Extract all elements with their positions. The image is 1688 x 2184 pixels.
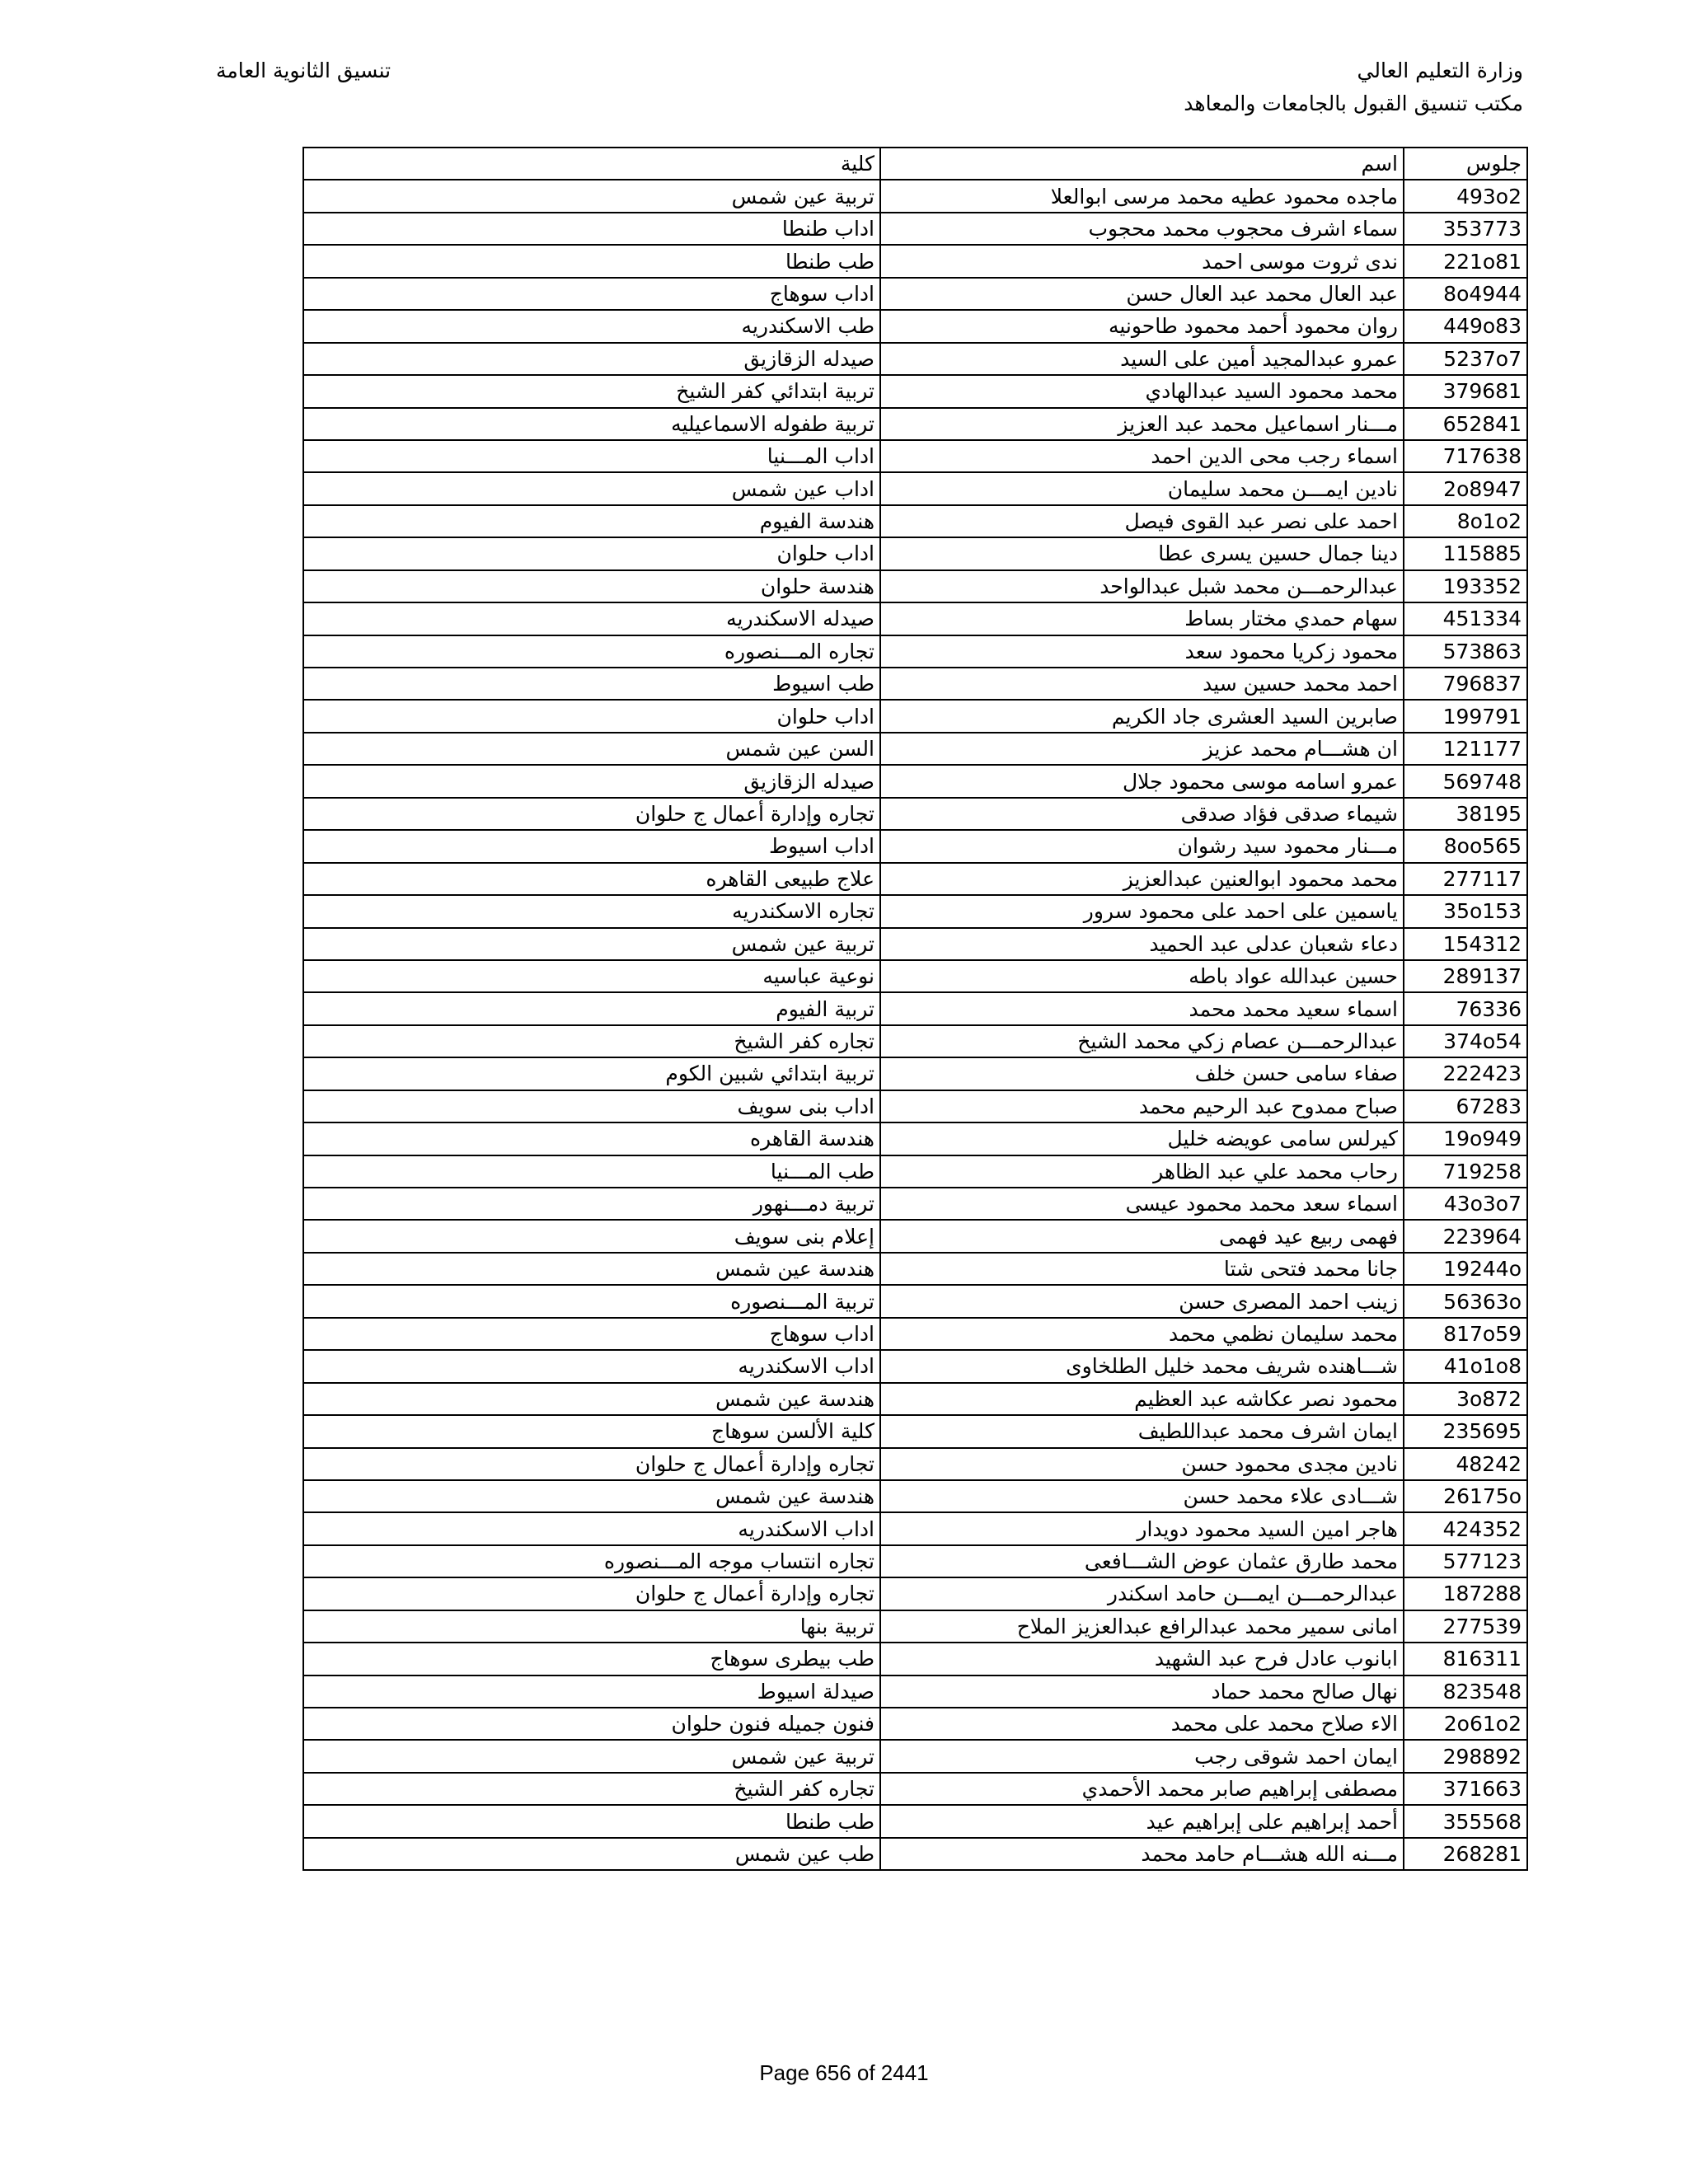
student-name-cell: فهمى ربيع عيد فهمى [880, 1220, 1404, 1252]
table-row [303, 1220, 1527, 1252]
college-cell: صيدله الزقازيق [303, 765, 880, 797]
college-cell: طب الاسكندريه [303, 310, 880, 342]
table-row [303, 798, 1527, 830]
student-name-cell: حسين عبدالله عواد باطه [880, 960, 1404, 992]
table-row [303, 1512, 1527, 1544]
column-header-seat: جلوس [1404, 148, 1527, 180]
table-row [303, 537, 1527, 569]
college-cell: تجاره وإدارة أعمال ج حلوان [303, 1448, 880, 1480]
table-row [303, 310, 1527, 342]
table-row [303, 1545, 1527, 1577]
table-row [303, 635, 1527, 668]
seat-number-cell: 43o3o7 [1404, 1188, 1527, 1220]
column-header-college: كلية [303, 148, 880, 180]
table-row [303, 1122, 1527, 1155]
college-cell: هندسة عين شمس [303, 1253, 880, 1285]
student-name-cell: جانا محمد فتحى شتا [880, 1253, 1404, 1285]
student-name-cell: اسماء سعيد محمد محمد [880, 992, 1404, 1024]
results-table-container [302, 147, 1528, 1871]
seat-number-cell: 115885 [1404, 537, 1527, 569]
student-name-cell: احمد محمد حسين سيد [880, 668, 1404, 700]
college-cell: تجاره وإدارة أعمال ج حلوان [303, 798, 880, 830]
table-row [303, 602, 1527, 635]
college-cell: تربية دمـــنهور [303, 1188, 880, 1220]
student-name-cell: ندى ثروت موسى احمد [880, 245, 1404, 277]
college-cell: هندسة عين شمس [303, 1480, 880, 1512]
seat-number-cell: 374o54 [1404, 1025, 1527, 1057]
student-name-cell: كيرلس سامى عويضه خليل [880, 1122, 1404, 1155]
student-name-cell: اسماء رجب محى الدين احمد [880, 440, 1404, 472]
college-cell: طب بيطرى سوهاج [303, 1643, 880, 1675]
college-cell: تجاره كفر الشيخ [303, 1025, 880, 1057]
student-name-cell: مـــنار محمود سيد رشوان [880, 830, 1404, 862]
college-cell: فنون جميله فنون حلوان [303, 1708, 880, 1740]
student-name-cell: أحمد إبراهيم على إبراهيم عيد [880, 1805, 1404, 1837]
student-name-cell: امانى سمير محمد عبدالرافع عبدالعزيز الملاح [880, 1610, 1404, 1643]
college-cell: علاج طبيعى القاهره [303, 863, 880, 895]
college-cell: اداب سوهاج [303, 278, 880, 310]
student-name-cell: عبد العال محمد عبد العال حسن [880, 278, 1404, 310]
seat-number-cell: 76336 [1404, 992, 1527, 1024]
seat-number-cell: 817o59 [1404, 1318, 1527, 1350]
table-row [303, 245, 1527, 277]
seat-number-cell: 2o8947 [1404, 472, 1527, 504]
seat-number-cell: 796837 [1404, 668, 1527, 700]
student-name-cell: صابرين السيد العشرى جاد الكريم [880, 700, 1404, 732]
table-row [303, 440, 1527, 472]
student-name-cell: عبدالرحمـــن ايمـــن حامد اسكندر [880, 1577, 1404, 1610]
seat-number-cell: 569748 [1404, 765, 1527, 797]
student-name-cell: عبدالرحمـــن محمد شبل عبدالواحد [880, 570, 1404, 602]
college-cell: إعلام بنى سويف [303, 1220, 880, 1252]
seat-number-cell: 371663 [1404, 1773, 1527, 1805]
college-cell: تربية بنها [303, 1610, 880, 1643]
seat-number-cell: 719258 [1404, 1155, 1527, 1188]
table-row [303, 408, 1527, 440]
seat-number-cell: 199791 [1404, 700, 1527, 732]
college-cell: طب عين شمس [303, 1838, 880, 1870]
seat-number-cell: 35o153 [1404, 895, 1527, 927]
college-cell: تجاره وإدارة أعمال ج حلوان [303, 1577, 880, 1610]
seat-number-cell: 355568 [1404, 1805, 1527, 1837]
student-name-cell: محمد طارق عثمان عوض الشـــافعى [880, 1545, 1404, 1577]
table-row [303, 992, 1527, 1024]
seat-number-cell: 353773 [1404, 213, 1527, 245]
seat-number-cell: 235695 [1404, 1415, 1527, 1447]
student-name-cell: مـــنه الله هشـــام حامد محمد [880, 1838, 1404, 1870]
student-name-cell: عمرو اسامه موسى محمود جلال [880, 765, 1404, 797]
student-name-cell: محمود زكريا محمود سعد [880, 635, 1404, 668]
table-row [303, 213, 1527, 245]
table-row [303, 1383, 1527, 1415]
college-cell: اداب طنطا [303, 213, 880, 245]
seat-number-cell: 816311 [1404, 1643, 1527, 1675]
college-cell: هندسة الفيوم [303, 505, 880, 537]
table-row [303, 1285, 1527, 1317]
college-cell: تجاره المـــنصوره [303, 635, 880, 668]
college-cell: تربية عين شمس [303, 1740, 880, 1772]
table-row [303, 1675, 1527, 1708]
seat-number-cell: 41o1o8 [1404, 1350, 1527, 1382]
seat-number-cell: 67283 [1404, 1090, 1527, 1122]
student-name-cell: شـــاهنده شريف محمد خليل الطلخاوى [880, 1350, 1404, 1382]
seat-number-cell: 451334 [1404, 602, 1527, 635]
table-row [303, 1610, 1527, 1643]
table-row [303, 343, 1527, 375]
college-cell: اداب المـــنيا [303, 440, 880, 472]
student-name-cell: سهام حمدي مختار بساط [880, 602, 1404, 635]
table-row [303, 1805, 1527, 1837]
college-cell: طب اسيوط [303, 668, 880, 700]
seat-number-cell: 3o872 [1404, 1383, 1527, 1415]
college-cell: اداب عين شمس [303, 472, 880, 504]
student-name-cell: احمد على نصر عبد القوى فيصل [880, 505, 1404, 537]
seat-number-cell: 19244o [1404, 1253, 1527, 1285]
college-cell: السن عين شمس [303, 733, 880, 765]
table-row [303, 1773, 1527, 1805]
college-cell: تربية طفوله الاسماعيليه [303, 408, 880, 440]
column-header-name: اسم [880, 148, 1404, 180]
student-name-cell: رحاب محمد علي عبد الظاهر [880, 1155, 1404, 1188]
college-cell: هندسة عين شمس [303, 1383, 880, 1415]
page-number: Page 656 of 2441 [759, 2060, 929, 2085]
college-cell: اداب سوهاج [303, 1318, 880, 1350]
table-row [303, 1318, 1527, 1350]
table-body [303, 180, 1527, 1870]
ministry-title: وزارة التعليم العالي [1357, 59, 1523, 82]
table-row [303, 1708, 1527, 1740]
table-row [303, 1025, 1527, 1057]
seat-number-cell: 38195 [1404, 798, 1527, 830]
table-row [303, 1643, 1527, 1675]
student-name-cell: الاء صلاح محمد على محمد [880, 1708, 1404, 1740]
table-row [303, 1188, 1527, 1220]
student-name-cell: مصطفى إبراهيم صابر محمد الأحمدي [880, 1773, 1404, 1805]
seat-number-cell: 8o1o2 [1404, 505, 1527, 537]
student-name-cell: محمد سليمان نظمي محمد [880, 1318, 1404, 1350]
student-name-cell: دينا جمال حسين يسرى عطا [880, 537, 1404, 569]
seat-number-cell: 26175o [1404, 1480, 1527, 1512]
seat-number-cell: 154312 [1404, 928, 1527, 960]
seat-number-cell: 424352 [1404, 1512, 1527, 1544]
seat-number-cell: 223964 [1404, 1220, 1527, 1252]
seat-number-cell: 2o61o2 [1404, 1708, 1527, 1740]
student-name-cell: ابانوب عادل فرح عبد الشهيد [880, 1643, 1404, 1675]
seat-number-cell: 493o2 [1404, 180, 1527, 212]
seat-number-cell: 449o83 [1404, 310, 1527, 342]
seat-number-cell: 187288 [1404, 1577, 1527, 1610]
student-name-cell: عمرو عبدالمجيد أمين على السيد [880, 343, 1404, 375]
student-name-cell: نادين مجدى محمود حسن [880, 1448, 1404, 1480]
student-name-cell: نهال صالح محمد حماد [880, 1675, 1404, 1708]
college-cell: تربية المـــنصوره [303, 1285, 880, 1317]
college-cell: تربية ابتدائي كفر الشيخ [303, 375, 880, 407]
table-row [303, 1740, 1527, 1772]
student-name-cell: عبدالرحمـــن عصام زكي محمد الشيخ [880, 1025, 1404, 1057]
seat-number-cell: 8oo565 [1404, 830, 1527, 862]
table-row [303, 1057, 1527, 1090]
seat-number-cell: 717638 [1404, 440, 1527, 472]
student-name-cell: صباح ممدوح عبد الرحيم محمد [880, 1090, 1404, 1122]
seat-number-cell: 577123 [1404, 1545, 1527, 1577]
table-row [303, 570, 1527, 602]
table-row [303, 375, 1527, 407]
table-row [303, 1090, 1527, 1122]
student-name-cell: ماجده محمود عطيه محمد مرسى ابوالعلا [880, 180, 1404, 212]
seat-number-cell: 221o81 [1404, 245, 1527, 277]
college-cell: صيدله الزقازيق [303, 343, 880, 375]
table-row [303, 700, 1527, 732]
student-name-cell: زينب احمد المصرى حسن [880, 1285, 1404, 1317]
table-header-row [303, 148, 1527, 180]
college-cell: اداب حلوان [303, 700, 880, 732]
table-row [303, 668, 1527, 700]
college-cell: صيدلة اسيوط [303, 1675, 880, 1708]
seat-number-cell: 19o949 [1404, 1122, 1527, 1155]
table-row [303, 960, 1527, 992]
table-row [303, 1577, 1527, 1610]
table-row [303, 895, 1527, 927]
seat-number-cell: 379681 [1404, 375, 1527, 407]
table-row [303, 1838, 1527, 1870]
table-row [303, 733, 1527, 765]
student-name-cell: دعاء شعبان عدلى عبد الحميد [880, 928, 1404, 960]
college-cell: اداب حلوان [303, 537, 880, 569]
college-cell: طب طنطا [303, 1805, 880, 1837]
table-row [303, 765, 1527, 797]
student-name-cell: سماء اشرف محجوب محمد محجوب [880, 213, 1404, 245]
table-row [303, 278, 1527, 310]
student-name-cell: شيماء صدقى فؤاد صدقى [880, 798, 1404, 830]
student-name-cell: ايمان اشرف محمد عبداللطيف [880, 1415, 1404, 1447]
seat-number-cell: 268281 [1404, 1838, 1527, 1870]
seat-number-cell: 56363o [1404, 1285, 1527, 1317]
college-cell: تجاره الاسكندريه [303, 895, 880, 927]
college-cell: اداب اسيوط [303, 830, 880, 862]
college-cell: تربية الفيوم [303, 992, 880, 1024]
student-name-cell: شـــادى علاء محمد حسن [880, 1480, 1404, 1512]
college-cell: صيدله الاسكندريه [303, 602, 880, 635]
college-cell: نوعية عباسيه [303, 960, 880, 992]
student-name-cell: ياسمين على احمد على محمود سرور [880, 895, 1404, 927]
seat-number-cell: 652841 [1404, 408, 1527, 440]
program-title: تنسيق الثانوية العامة [216, 59, 392, 82]
student-name-cell: هاجر امين السيد محمود دويدار [880, 1512, 1404, 1544]
student-name-cell: صفاء سامى حسن خلف [880, 1057, 1404, 1090]
seat-number-cell: 193352 [1404, 570, 1527, 602]
college-cell: تربية ابتدائي شبين الكوم [303, 1057, 880, 1090]
student-name-cell: ان هشـــام محمد عزيز [880, 733, 1404, 765]
college-cell: اداب الاسكندريه [303, 1512, 880, 1544]
student-name-cell: محمد محمود ابوالعنين عبدالعزيز [880, 863, 1404, 895]
table-row [303, 505, 1527, 537]
seat-number-cell: 298892 [1404, 1740, 1527, 1772]
table-row [303, 1480, 1527, 1512]
student-name-cell: اسماء سعد محمد محمود عيسى [880, 1188, 1404, 1220]
seat-number-cell: 222423 [1404, 1057, 1527, 1090]
student-name-cell: ايمان احمد شوقى رجب [880, 1740, 1404, 1772]
table-row [303, 1448, 1527, 1480]
student-name-cell: مـــنار اسماعيل محمد عبد العزيز [880, 408, 1404, 440]
college-cell: طب طنطا [303, 245, 880, 277]
table-row [303, 180, 1527, 212]
office-title: مكتب تنسيق القبول بالجامعات والمعاهد [1184, 91, 1523, 115]
seat-number-cell: 121177 [1404, 733, 1527, 765]
seat-number-cell: 8o4944 [1404, 278, 1527, 310]
header-ministry-block [1184, 54, 1523, 120]
college-cell: اداب الاسكندريه [303, 1350, 880, 1382]
college-cell: هندسة حلوان [303, 570, 880, 602]
college-cell: تجاره كفر الشيخ [303, 1773, 880, 1805]
college-cell: تجاره انتساب موجه المـــنصوره [303, 1545, 880, 1577]
table-row [303, 1415, 1527, 1447]
seat-number-cell: 277117 [1404, 863, 1527, 895]
seat-number-cell: 823548 [1404, 1675, 1527, 1708]
college-cell: طب المـــنيا [303, 1155, 880, 1188]
college-cell: كلية الألسن سوهاج [303, 1415, 880, 1447]
table-row [303, 1253, 1527, 1285]
table-row [303, 1350, 1527, 1382]
student-name-cell: روان محمود أحمد محمود طاحونيه [880, 310, 1404, 342]
table-row [303, 863, 1527, 895]
table-row [303, 928, 1527, 960]
college-cell: هندسة القاهره [303, 1122, 880, 1155]
student-name-cell: محمد محمود السيد عبدالهادي [880, 375, 1404, 407]
table-row [303, 472, 1527, 504]
results-table [302, 147, 1528, 1871]
college-cell: تربية عين شمس [303, 928, 880, 960]
student-name-cell: محمود نصر عكاشه عبد العظيم [880, 1383, 1404, 1415]
college-cell: اداب بنى سويف [303, 1090, 880, 1122]
college-cell: تربية عين شمس [303, 180, 880, 212]
seat-number-cell: 48242 [1404, 1448, 1527, 1480]
seat-number-cell: 573863 [1404, 635, 1527, 668]
seat-number-cell: 5237o7 [1404, 343, 1527, 375]
seat-number-cell: 277539 [1404, 1610, 1527, 1643]
table-row [303, 830, 1527, 862]
table-row [303, 1155, 1527, 1188]
seat-number-cell: 289137 [1404, 960, 1527, 992]
student-name-cell: نادين ايمـــن محمد سليمان [880, 472, 1404, 504]
